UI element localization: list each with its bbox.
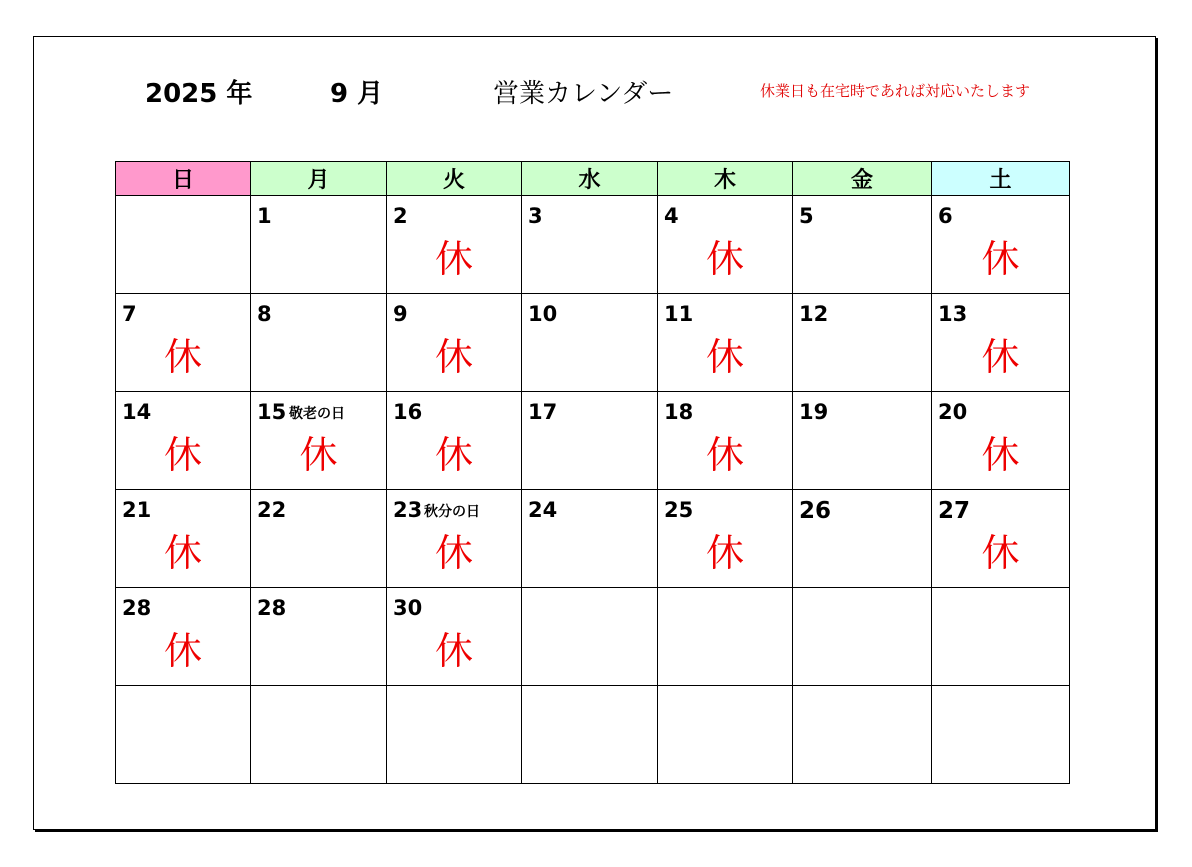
closed-day-mark: 休 [981,433,1020,477]
day-number: 11 [664,302,694,326]
day-number: 25 [664,498,694,522]
day-number: 24 [528,498,558,522]
calendar-day-cell [658,392,793,490]
calendar-day-cell [251,490,387,588]
closed-day-mark: 休 [981,335,1020,379]
day-number: 17 [528,400,558,424]
day-number: 26 [799,498,832,524]
day-number: 28 [122,596,152,620]
calendar-day-cell [387,686,522,784]
day-number: 13 [938,302,968,326]
closed-day-mark: 休 [163,531,202,575]
calendar-day-cell [387,392,522,490]
closed-day-mark: 休 [705,531,744,575]
day-number: 30 [393,596,423,620]
calendar-day-cell [522,686,658,784]
calendar-day-cell [658,490,793,588]
calendar-day-cell [932,392,1070,490]
weekday-header-sun: 日 [116,162,251,196]
closed-day-mark: 休 [705,237,744,281]
day-number: 1 [257,204,272,228]
calendar-day-cell [251,588,387,686]
day-number: 10 [528,302,558,326]
closed-day-mark: 休 [981,531,1020,575]
day-number: 6 [938,204,953,228]
weekday-header-sat: 土 [932,162,1070,196]
day-number: 8 [257,302,272,326]
closed-day-mark: 休 [705,335,744,379]
closed-day-mark: 休 [434,335,473,379]
closed-day-mark: 休 [981,237,1020,281]
day-number: 12 [799,302,829,326]
calendar-day-cell [658,588,793,686]
calendar-day-cell [251,686,387,784]
closed-day-mark: 休 [163,629,202,673]
calendar-day-cell [793,294,932,392]
weekday-header-mon: 月 [251,162,387,196]
calendar-week-row [116,686,1070,784]
day-number: 27 [938,498,971,524]
calendar-day-cell [116,686,251,784]
calendar-day-cell [522,196,658,294]
year-label: 2025 年 [145,79,253,109]
calendar-day-cell [251,392,387,490]
day-number: 3 [528,204,543,228]
calendar-day-cell [793,588,932,686]
day-number: 4 [664,204,679,228]
calendar-day-cell [793,490,932,588]
calendar-day-cell [658,196,793,294]
calendar-day-cell [932,588,1070,686]
calendar-day-cell [251,294,387,392]
calendar-day-cell [522,588,658,686]
day-number: 7 [122,302,137,326]
calendar-day-cell [522,392,658,490]
day-number: 16 [393,400,423,424]
day-number: 20 [938,400,968,424]
calendar-day-cell [116,294,251,392]
day-number: 5 [799,204,814,228]
calendar-day-cell [793,392,932,490]
calendar-day-cell [116,392,251,490]
weekday-header-fri: 金 [793,162,932,196]
calendar-day-cell [116,196,251,294]
day-number: 2 [393,204,408,228]
calendar-day-cell [793,196,932,294]
day-number: 15 [257,400,287,424]
closed-day-mark: 休 [299,433,338,477]
closed-day-mark: 休 [705,433,744,477]
calendar-day-cell [116,588,251,686]
weekday-header-thu: 木 [658,162,793,196]
calendar-day-cell [932,196,1070,294]
closed-day-mark: 休 [163,335,202,379]
day-number: 23 [393,498,423,522]
calendar-day-cell [658,686,793,784]
weekday-header-wed: 水 [522,162,658,196]
calendar-day-cell [932,490,1070,588]
calendar-week-row [116,392,1070,490]
calendar-day-cell [387,294,522,392]
calendar-day-cell [116,490,251,588]
calendar-day-cell [522,490,658,588]
day-number: 21 [122,498,152,522]
calendar-day-cell [522,294,658,392]
calendar-day-cell [793,686,932,784]
weekday-header-tue: 火 [387,162,522,196]
calendar-week-row [116,490,1070,588]
closed-day-mark: 休 [434,237,473,281]
day-number: 28 [257,596,287,620]
calendar-day-cell [387,490,522,588]
closed-day-mark: 休 [434,433,473,477]
calendar-week-row [116,196,1070,294]
month-label: 9 月 [330,79,384,109]
closed-day-note: 休業日も在宅時であれば対応いたします [760,82,1031,100]
calendar-title: 営業カレンダー [493,79,674,109]
calendar-day-cell [387,196,522,294]
day-number: 18 [664,400,694,424]
calendar-grid [115,161,1070,784]
day-number: 9 [393,302,408,326]
calendar-day-cell [387,588,522,686]
holiday-name: 秋分の日 [424,504,480,520]
day-number: 14 [122,400,152,424]
calendar-day-cell [932,686,1070,784]
day-number: 19 [799,400,829,424]
holiday-name: 敬老の日 [289,406,345,422]
calendar-week-row [116,294,1070,392]
calendar-day-cell [251,196,387,294]
weekday-header-row [116,162,1070,196]
closed-day-mark: 休 [163,433,202,477]
closed-day-mark: 休 [434,629,473,673]
calendar-day-cell [658,294,793,392]
calendar-day-cell [932,294,1070,392]
closed-day-mark: 休 [434,531,473,575]
calendar-week-row [116,588,1070,686]
day-number: 22 [257,498,287,522]
